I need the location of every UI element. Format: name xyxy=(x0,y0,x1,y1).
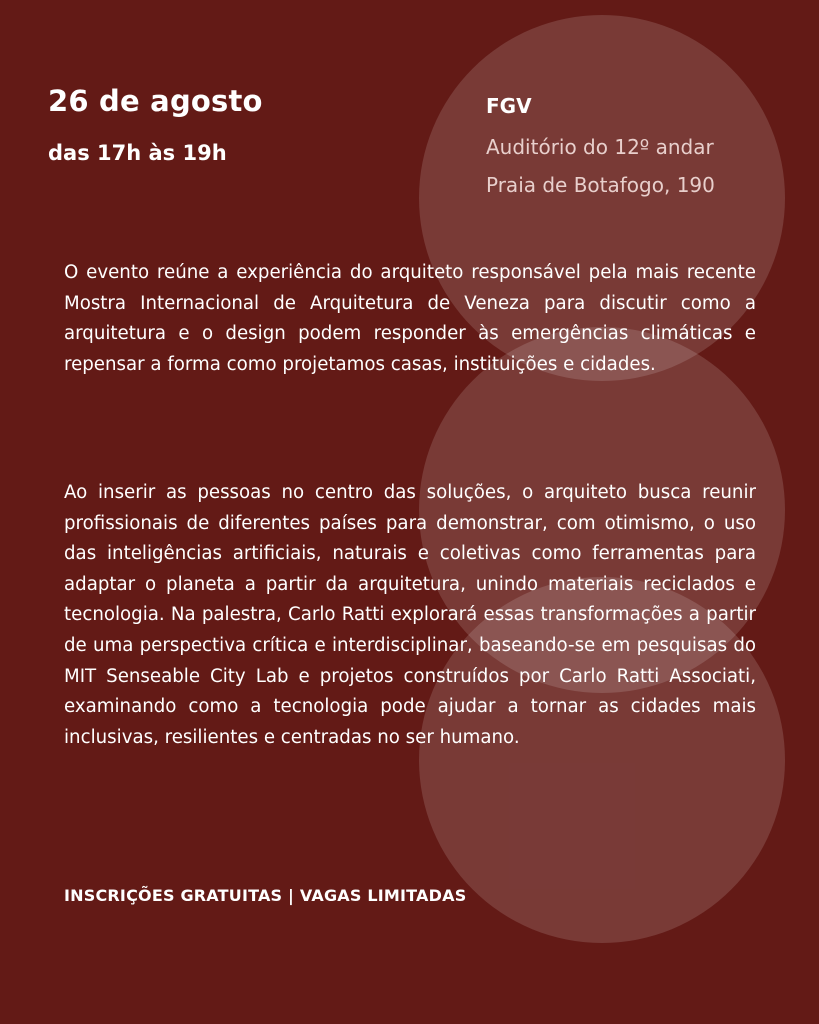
venue-block xyxy=(486,92,715,204)
venue-name: FGV xyxy=(486,94,532,118)
event-date: 26 de agosto xyxy=(48,84,263,118)
venue-address: Praia de Botafogo, 190 xyxy=(486,173,715,197)
description-paragraph-1: O evento reúne a experiência do arquiteto responsável pela mais recente Mostra Internacional de Arquitetura de Veneza para discutir como a arquitetura e o design podem responder às emergências climáticas e repensar a forma como projetamos casas, instituições e cidades. xyxy=(64,262,756,375)
registration-note: INSCRIÇÕES GRATUITAS | VAGAS LIMITADAS xyxy=(64,886,467,905)
description-paragraph-2: Ao inserir as pessoas no centro das soluções, o arquiteto busca reunir profissionais de diferentes países para demonstrar, com otimismo, o uso das inteligências artificiais, naturais e coletivas como ferramentas para adaptar o planeta a partir da arquitetura, unindo materiais reciclados e tecnologia. Na palestra, Carlo Ratti explorará essas transformações a partir de uma perspectiva crítica e interdisciplinar, baseando-se em pesquisas do MIT Senseable City Lab e projetos construídos por Carlo Ratti Associati, examinando como a tecnologia pode ajudar a tornar as cidades mais inclusivas, resilientes e centradas no ser humano. xyxy=(64,482,756,748)
event-time: das 17h às 19h xyxy=(48,141,227,165)
venue-room: Auditório do 12º andar xyxy=(486,135,714,159)
